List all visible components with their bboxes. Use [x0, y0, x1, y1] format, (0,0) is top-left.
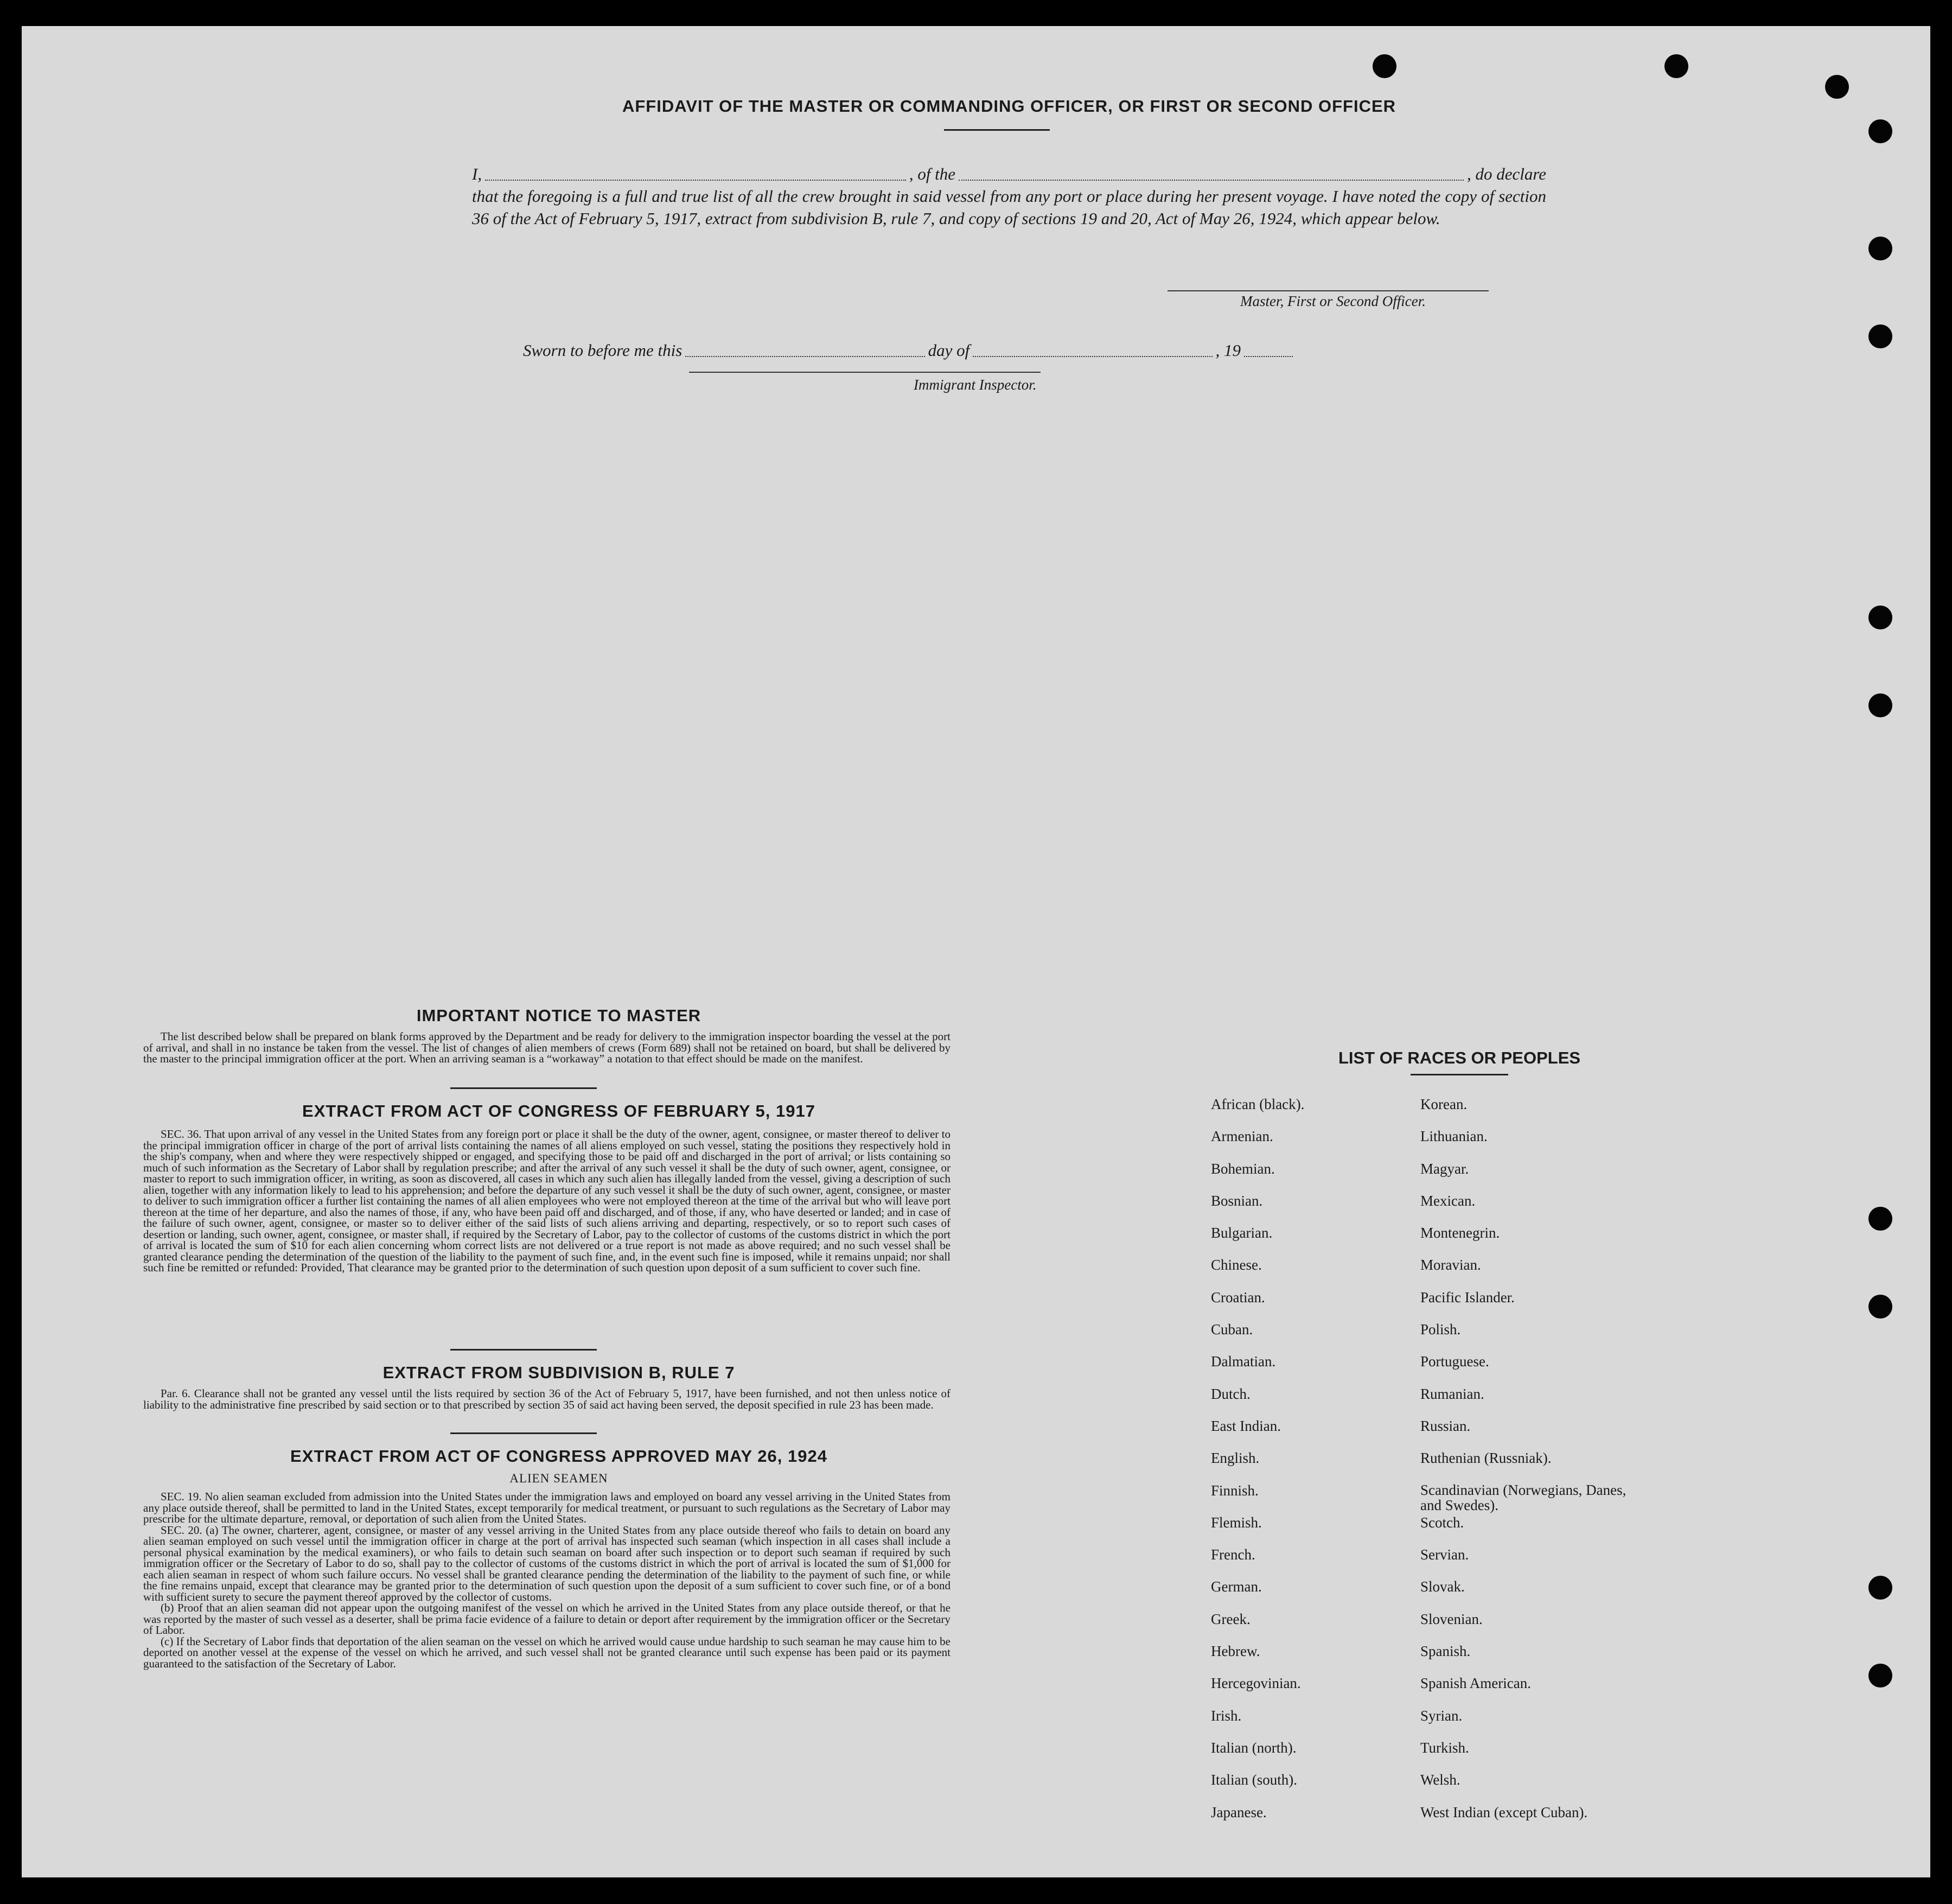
race-item: Slovak.	[1420, 1578, 1465, 1595]
binder-hole	[1868, 237, 1892, 260]
race-item: Syrian.	[1420, 1707, 1463, 1724]
race-item: Welsh.	[1420, 1772, 1460, 1788]
extract-1917-text	[143, 1129, 951, 1273]
section-divider	[450, 1349, 597, 1351]
race-item: French.	[1211, 1546, 1255, 1563]
races-divider	[1411, 1074, 1508, 1075]
inspector-label: Immigrant Inspector.	[914, 377, 1037, 393]
binder-hole	[1868, 1295, 1892, 1319]
race-item: Pacific Islander.	[1420, 1289, 1515, 1306]
race-item: Greek.	[1211, 1610, 1251, 1627]
race-item: Armenian.	[1211, 1128, 1273, 1145]
extract-rule7-paragraph: Par. 6. Clearance shall not be granted any vessel until the lists required by section 36 of the Act of February 5, 1917, have been furnished, and not then unless notice of liability to the administrative fine prescribed by said section or to that prescribed by section 35 of said act having been served, the deposit specified in rule 23 has been made.	[143, 1387, 951, 1411]
section-divider	[450, 1087, 597, 1089]
year-label: , 19	[1215, 341, 1241, 360]
binder-hole	[1868, 1664, 1892, 1688]
race-item: Scotch.	[1420, 1514, 1464, 1531]
race-item: Spanish.	[1420, 1643, 1471, 1660]
extract-rule7-text	[143, 1388, 951, 1410]
binder-hole	[1664, 54, 1688, 78]
races-column-1	[1211, 1096, 1406, 1836]
extract-1924-subtitle: ALIEN SEAMEN	[509, 1472, 608, 1485]
race-item: Korean.	[1420, 1096, 1468, 1112]
race-item: Portuguese.	[1420, 1353, 1489, 1370]
sworn-year-field[interactable]	[1244, 356, 1293, 357]
master-label: Master, First or Second Officer.	[1240, 293, 1426, 309]
notice-title: IMPORTANT NOTICE TO MASTER	[416, 1006, 701, 1025]
sworn-line	[523, 341, 1296, 360]
i-label: I,	[472, 164, 482, 183]
race-item: Slovenian.	[1420, 1610, 1483, 1627]
notice-text	[143, 1031, 951, 1065]
race-item: Flemish.	[1211, 1514, 1262, 1531]
section-divider	[450, 1432, 597, 1434]
race-item: Servian.	[1420, 1546, 1469, 1563]
race-item: Montenegrin.	[1420, 1225, 1500, 1241]
race-item: Dutch.	[1211, 1385, 1251, 1402]
declaration-line	[472, 163, 1546, 185]
race-item: Bohemian.	[1211, 1160, 1275, 1177]
binder-hole	[1868, 324, 1892, 348]
declaration-text: that the foregoing is a full and true list of all the crew brought in said vessel from any port or place during her present voyage. I have noted the copy of section 36 of the Act of February 5, 1917, extract from subdivision B, rule 7, and copy of sections 19 and 20, Act of May 26, 1924, which appear below.	[472, 187, 1546, 228]
race-item: Italian (north).	[1211, 1739, 1297, 1756]
binder-hole	[1868, 1207, 1892, 1231]
do-declare-label: , do declare	[1466, 164, 1546, 183]
sworn-label: Sworn to before me this	[523, 341, 682, 360]
race-item: Irish.	[1211, 1707, 1242, 1724]
races-column-2	[1420, 1096, 1648, 1836]
race-item: Croatian.	[1211, 1289, 1265, 1306]
race-item: Hercegovinian.	[1211, 1675, 1301, 1692]
race-item: Dalmatian.	[1211, 1353, 1276, 1370]
name-field[interactable]	[485, 180, 906, 181]
document-page	[22, 26, 1930, 1877]
inspector-signature-line[interactable]	[689, 372, 1041, 373]
binder-hole	[1825, 75, 1849, 99]
affidavit-title: AFFIDAVIT OF THE MASTER OR COMMANDING OFFICER, OR FIRST OR SECOND OFFICER	[622, 97, 1396, 116]
race-item: Ruthenian (Russniak).	[1420, 1450, 1552, 1467]
extract-1917-title: EXTRACT FROM ACT OF CONGRESS OF FEBRUARY 5, 1917	[302, 1101, 815, 1120]
race-item: Italian (south).	[1211, 1772, 1297, 1788]
title-divider	[944, 129, 1050, 131]
race-item: Mexican.	[1420, 1192, 1476, 1209]
race-item: East Indian.	[1211, 1417, 1281, 1434]
race-item: Polish.	[1420, 1321, 1461, 1338]
race-item: English.	[1211, 1450, 1260, 1467]
notice-paragraph: The list described below shall be prepared on blank forms approved by the Department and be ready for delivery to the immigration inspector boarding the vessel at the port of arrival, and shall in no instance be taken from the vessel. The list of changes of alien members of crews (Form 689) shall not be retained on board, but shall be delivered by the master to the principal immigration officer at the port. When an arriving seaman is a “workaway” a notation to that effect should be made on the manifest.	[143, 1030, 951, 1065]
race-item: African (black).	[1211, 1096, 1305, 1112]
sec-19-paragraph: SEC. 19. No alien seaman excluded from admission into the United States under the immigration laws and employed on board any vessel arriving in the United States from any place outside thereof, shall be permitted to land in the United States, except temporarily for medical treatment, or pursuant to such regulations as the Secretary of Labor may prescribe for the ultimate departure, removal, or deportation of such alien from the United States.	[143, 1490, 951, 1525]
extract-rule7-title: EXTRACT FROM SUBDIVISION B, RULE 7	[382, 1363, 735, 1382]
race-item: West Indian (except Cuban).	[1420, 1804, 1588, 1820]
binder-hole	[1868, 693, 1892, 717]
race-item: Scandinavian (Norwegians, Danes, and Swedes).	[1420, 1481, 1626, 1513]
race-item: Moravian.	[1420, 1257, 1481, 1273]
race-item: Russian.	[1420, 1417, 1471, 1434]
sec-20b-paragraph: (b) Proof that an alien seaman did not appear upon the outgoing manifest of the vessel on which he arrived in the United States from any place outside thereof, or that he was reported by the master of such vessel as a deserter, shall be prima facie evidence of a failure to detain or deport after requirement by the immigration officer or the Secretary of Labor.	[143, 1601, 951, 1636]
race-item: Japanese.	[1211, 1804, 1267, 1820]
day-of-label: day of	[928, 341, 970, 360]
race-item: Turkish.	[1420, 1739, 1469, 1756]
extract-1924-text	[143, 1491, 951, 1669]
binder-hole	[1373, 54, 1396, 78]
sworn-month-field[interactable]	[973, 356, 1212, 357]
race-item: Bulgarian.	[1211, 1225, 1273, 1241]
race-item: Rumanian.	[1420, 1385, 1484, 1402]
sec-20a-paragraph: SEC. 20. (a) The owner, charterer, agent, consignee, or master of any vessel arriving in the United States from any place outside thereof who fails to detain on board any alien seaman employed on such vessel until the immigration officer in charge at the port of arrival has inspected such seaman (which inspection in all cases shall include a personal physical examination by the medical examiners), or who fails to detain such seaman on board after such inspection or to deport such seaman if required by such immigration officer or the Secretary of Labor to do so, shall pay to the collector of customs of the customs district in which the port of arrival is located the sum of $1,000 for each alien seaman in respect of whom such failure occurs. No vessel shall be granted clearance pending the determination of the liability to the payment of such fine, or while the fine remains unpaid, except that clearance may be granted prior to the determination of such question upon the deposit of a sum sufficient to cover such fine, or of a bond with sufficient surety to secure the payment thereof approved by the collector of customs.	[143, 1523, 951, 1603]
of-the-label: , of the	[909, 164, 956, 183]
race-item: Chinese.	[1211, 1257, 1262, 1273]
extract-1917-paragraph: SEC. 36. That upon arrival of any vessel in the United States from any foreign port or place it shall be the duty of the owner, agent, consignee, or master thereof to deliver to the principal immigration officer in charge of the port of arrival lists containing the names of all aliens employed on such vessel, stating the positions they respectively hold in the ship's company, when and where they were respectively shipped or engaged, and specifying those to be paid off and discharged in the port of arrival; or lists containing so much of such information as the Secretary of Labor shall by regulation prescribe; and after the arrival of any such vessel it shall be the duty of such owner, agent, consignee, or master to report to such immigration officer, in writing, as soon as discovered, all cases in which any such alien has illegally landed from the vessel, giving a description of such alien, together with any information likely to lead to his apprehension; and before the departure of any such vessel it shall be the duty of such owner, agent, consignee, or master to deliver to such immigration officer a further list containing the names of all alien employees who were not employed thereon at the time of the arrival but who will leave port thereon at the time of her departure, and also the names of those, if any, who have been paid off and discharged, and of those, if any, who have deserted or landed; and in case of the failure of such owner, agent, consignee, or master so to deliver either of the said lists of such aliens arriving and departing, respectively, or so to report such cases of desertion or landing, such owner, agent, consignee, or master shall, if required by the Secretary of Labor, pay to the collector of customs of the customs district in which the port of arrival is located the sum of $10 for each alien concerning whom correct lists are not delivered or a true report is not made as above required; and no such vessel shall be granted clearance pending the determination of the question of the liability to the payment of such fine, and, in the event such fine is imposed, while it remains unpaid; nor shall such fine be remitted or refunded: Provided, That clearance may be granted prior to the determination of such question upon deposit of a sum sufficient to cover such fine.	[143, 1128, 951, 1274]
race-item: Magyar.	[1420, 1160, 1469, 1177]
binder-hole	[1868, 606, 1892, 629]
extract-1924-title: EXTRACT FROM ACT OF CONGRESS APPROVED MAY 26, 1924	[290, 1447, 827, 1466]
race-item: Lithuanian.	[1420, 1128, 1488, 1145]
binder-hole	[1868, 119, 1892, 143]
race-item: German.	[1211, 1578, 1262, 1595]
sworn-day-field[interactable]	[685, 356, 924, 357]
master-signature-line[interactable]	[1168, 290, 1489, 291]
races-title: LIST OF RACES OR PEOPLES	[1338, 1048, 1581, 1067]
race-item: Spanish American.	[1420, 1675, 1531, 1692]
sec-20c-paragraph: (c) If the Secretary of Labor finds that deportation of the alien seaman on the vessel on which he arrived would cause undue hardship to such seaman he may cause him to be deported on another vessel at the expense of the vessel on which he arrived, and such vessel shall not be granted clearance until such expense has been paid or its payment guaranteed to the satisfaction of the Secretary of Labor.	[143, 1634, 951, 1670]
binder-hole	[1868, 1576, 1892, 1600]
affidavit-body	[472, 163, 1546, 230]
race-item: Finnish.	[1211, 1482, 1259, 1499]
vessel-field[interactable]	[959, 180, 1464, 181]
race-item: Hebrew.	[1211, 1643, 1260, 1660]
race-item: Cuban.	[1211, 1321, 1253, 1338]
race-item: Bosnian.	[1211, 1192, 1263, 1209]
